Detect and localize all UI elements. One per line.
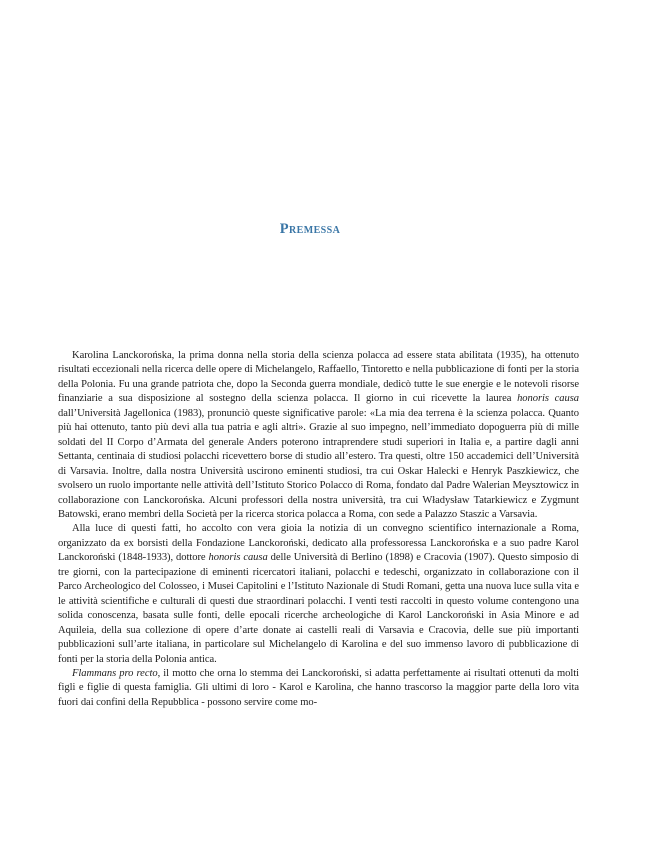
paragraph-2 <box>58 522 579 667</box>
page-title: Premessa <box>279 221 341 237</box>
paragraph-1 <box>58 349 579 522</box>
paragraph-3-part-1: , il motto che orna lo stemma dei Lanckoroński, si adatta perfettamente ai risultati ottenuti da molti figli e figlie di questa famiglia. Gli ultimi di loro - Karol e Karolina, che hanno trascorso la maggior parte della loro vita fuori dai confini della Repubblica - possono servire come mo- <box>58 667 579 708</box>
preface-body <box>58 349 579 710</box>
paragraph-2-italic-honoris-causa: honoris causa <box>208 552 268 564</box>
paragraph-2-part-1: Alla luce di questi fatti, ho accolto con vera gioia la notizia di un convegno scientifico internazionale a Roma, organizzato da ex borsisti della Fondazione Lanckoroński, dedicato alla professoressa Lanckorońska e a suo padre Karol Lanckoroński (1848-1933), dottore <box>58 523 579 564</box>
paragraph-1-part-2: dall’Università Jagellonica (1983), pronunciò queste significative parole: «La mia dea terrena è la scienza polacca. Quanto più hai ottenuto, tanto più devi alla tua patria e agli altri». Grazie al suo impegno, nell’immediato dopoguerra più di mille soldati del II Corpo d’Armata del generale Anders poterono intraprendere studi superiori in Italia e, a partire dagli anni Settanta, centinaia di studiosi polacchi ricevettero borse di studio all’estero. Tra questi, oltre 150 accademici dell’Università di Varsavia. Inoltre, dalla nostra Università uscirono eminenti studiosi, tra cui Oskar Halecki e Henryk Paszkiewicz, che svolsero un ruolo importante nelle attività dell’Istituto Storico Polacco di Roma, fondato dal Padre Walerian Meysztowicz in collaborazione con Lanckorońska. Alcuni professori della nostra università, tra cui Władysław Tatarkiewicz e Zygmunt Batowski, erano membri della Società per la ricerca storica polacca a Roma, con sede a Palazzo Staszic a Varsavia. <box>58 407 579 520</box>
paragraph-3-italic-motto: Flammans pro recto <box>72 667 158 679</box>
paragraph-2-part-2: delle Università di Berlino (1898) e Cracovia (1907). Questo simposio di tre giorni, con la partecipazione di eminenti ricercatori italiani, polacchi e tedeschi, organizzato in collaborazione con il Parco Archeologico del Colosseo, i Musei Capitolini e l’Istituto Nazionale di Studi Romani, getta una nuova luce sulla vita e le attività scientifiche e culturali di questi due straordinari polacchi. I venti testi raccolti in questo volume contengono una solida conoscenza, basata sulle fonti, delle epocali ricerche archeologiche di Karol Lanckoroński in Asia Minore e ad Aquileia, della sua collezione di opere d’arte donate ai castelli reali di Varsavia e Cracovia, delle sue più importanti pubblicazioni sull’arte italiana, in particolare sul Michelangelo di Karolina e del suo immenso lavoro di pubblicazione di fonti per la storia della Polonia antica. <box>58 552 579 665</box>
paragraph-1-part-1: Karolina Lanckorońska, la prima donna nella storia della scienza polacca ad essere stata abilitata (1935), ha ottenuto risultati eccezionali nella ricerca delle opere di Michelangelo, Raffaello, Tintoretto e nella pubblicazione di fonti per la storia della Polonia. Fu una grande patriota che, dopo la Seconda guerra mondiale, dedicò tutte le sue energie e le notevoli risorse finanziarie a sua disposizione al sostegno della scienza polacca. Il giorno in cui ricevette la laurea <box>58 350 579 405</box>
paragraph-3 <box>58 667 579 710</box>
paragraph-1-italic-honoris-causa: honoris causa <box>517 393 580 405</box>
